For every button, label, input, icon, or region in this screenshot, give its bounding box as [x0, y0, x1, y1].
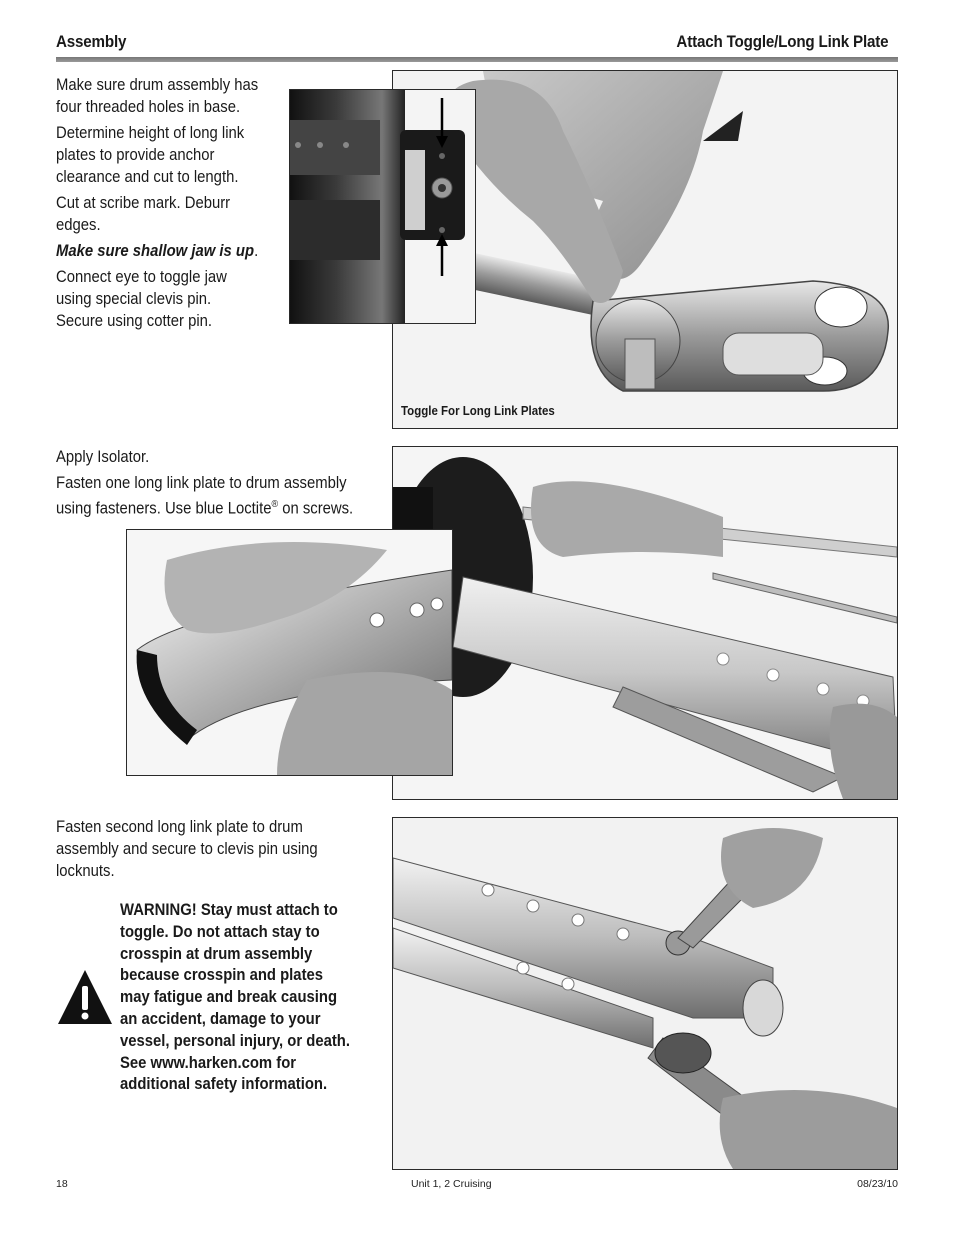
header-rule: [56, 57, 898, 62]
section2-instructions: [56, 446, 371, 524]
section3-instructions: [56, 816, 353, 886]
instruction-drum-holes: Make sure drum assembly has four threaded holes in base.: [56, 76, 259, 116]
instruction-plate-height: Determine height of long link plates to provide anchor clearance and cut to length.: [56, 124, 245, 186]
section-title: Assembly: [56, 33, 127, 51]
page-number: 18: [56, 1178, 68, 1190]
emphasis-text: Make sure shallow jaw is up: [56, 242, 255, 260]
instruction-cut: Cut at scribe mark. Deburr edges.: [56, 194, 231, 234]
instruction-isolator: Apply Isolator.: [56, 448, 150, 466]
safety-warning: WARNING! Stay must attach to toggle. Do not attach stay to crosspin at drum assembly because crosspin and plates may fatigue and break causing an accident, damage to your vessel, personal injury, or death. See www.harken.com for additional safety information.: [120, 901, 350, 1094]
section1-instructions: [56, 74, 261, 336]
document-name: Unit 1, 2 Cruising: [411, 1178, 492, 1190]
photo-fasten-first-plate: [392, 446, 898, 800]
page-topic-title: Attach Toggle/Long Link Plate: [676, 33, 888, 51]
instruction-shallow-jaw: Make sure shallow jaw is up.: [56, 242, 259, 260]
instruction-fasten-first-plate: Fasten one long link plate to drum assembly using fasteners. Use blue Loctite® on screws.: [56, 474, 354, 518]
instruction-connect-eye: Connect eye to toggle jaw using special clevis pin. Secure using cotter pin.: [56, 268, 227, 330]
instruction-fasten-second-plate: Fasten second long link plate to drum assembly and secure to clevis pin using locknuts.: [56, 818, 318, 880]
document-date: 08/23/10: [857, 1178, 898, 1190]
photo-apply-isolator: [126, 529, 453, 776]
warning-triangle-icon: [56, 968, 114, 1026]
photo-caption: Toggle For Long Link Plates: [401, 404, 555, 418]
photo-drum-threaded-holes: [289, 89, 476, 324]
photo-fasten-second-plate: [392, 817, 898, 1170]
